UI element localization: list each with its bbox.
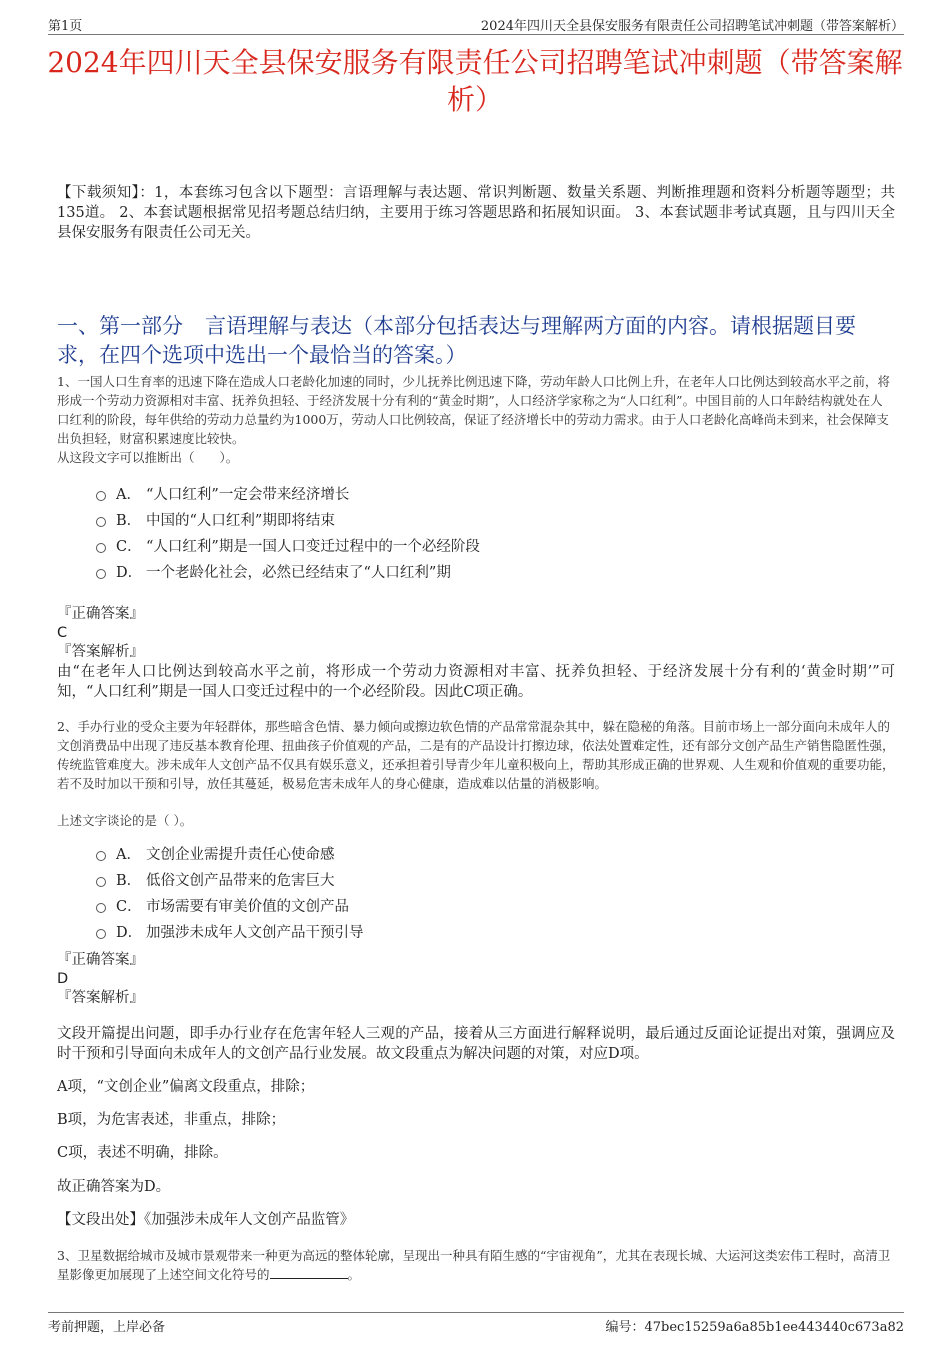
question-2-answer-block bbox=[57, 951, 895, 1008]
question-2-option-a[interactable]: A． 文创企业需提升责任心使命感 bbox=[96, 842, 895, 868]
question-2-option-b[interactable]: B． 低俗文创产品带来的危害巨大 bbox=[96, 868, 895, 894]
question-2-text: 2、手办行业的受众主要为年轻群体，那些暗含色情、暴力倾向或擦边软色情的产品常常混杂其中，躲在隐秘的角落。目前市场上一部分面向未成年人的文创消费品中出现了违反基本教育伦理、扭曲孩子价值观的产品，二是有的产品设计打擦边球，依法处置难定性，还有部分文创产品生产销售隐匿性强，传统监管难度大。涉未成年人文创产品不仅具有娱乐意义，还承担着引导青少年儿童积极向上，帮助其形成正确的世界观、人生观和价值观的重要功能，若不及时加以干预和引导，放任其蔓延，极易危害未成年人的身心健康，造成难以估量的消极影响。 bbox=[57, 719, 895, 791]
footer-serial: 编号：47bec15259a6a85b1ee443440c673a82 bbox=[605, 1320, 904, 1335]
radio-icon[interactable] bbox=[96, 569, 106, 579]
document-title: 2024年四川天全县保安服务有限责任公司招聘笔试冲刺题（带答案解析） bbox=[47, 46, 903, 116]
analysis-source: 【文段出处】《加强涉未成年人文创产品监管》 bbox=[57, 1212, 355, 1228]
question-2-stem-wrap bbox=[57, 811, 895, 830]
answer-value: D bbox=[57, 971, 69, 987]
radio-icon[interactable] bbox=[96, 877, 106, 887]
answer-value: C bbox=[57, 625, 68, 641]
section-head: 一、第一部分 bbox=[57, 314, 183, 338]
page-footer bbox=[48, 1312, 904, 1335]
analysis-line-a: A项，“文创企业”偏离文段重点，排除； bbox=[57, 1079, 315, 1095]
analysis-label: 『答案解析』 bbox=[57, 990, 144, 1006]
analysis-line-b: B项，为危害表述，非重点，排除； bbox=[57, 1112, 286, 1128]
question-1-stem: 从这段文字可以推断出（ ）。 bbox=[57, 450, 239, 465]
question-1-options bbox=[96, 482, 895, 586]
question-2-stem: 上述文字谈论的是（ ）。 bbox=[57, 813, 193, 828]
question-2-analysis bbox=[57, 1024, 895, 1064]
question-1-option-c[interactable]: C． “人口红利”期是一国人口变迁过程中的一个必经阶段 bbox=[96, 534, 895, 560]
question-3 bbox=[57, 1246, 895, 1284]
question-1-answer-block bbox=[57, 605, 895, 702]
radio-icon[interactable] bbox=[96, 517, 106, 527]
question-1 bbox=[57, 372, 895, 467]
radio-icon[interactable] bbox=[96, 903, 106, 913]
question-2 bbox=[57, 717, 895, 793]
download-notice: 【下载须知】：1，本套练习包含以下题型：言语理解与表达题、常识判断题、数量关系题、判断推理题和资料分析题等题型；共135道。 2、本套试题根据常见招考题总结归纳，主要用于练习答题思路和拓展知识面。 3、本套试题非考试真题，且与四川天全县保安服务有限责任公司无关。 bbox=[57, 185, 895, 241]
radio-icon[interactable] bbox=[96, 491, 106, 501]
question-2-option-c[interactable]: C． 市场需要有审美价值的文创产品 bbox=[96, 894, 895, 920]
page-header bbox=[48, 12, 904, 35]
question-2-options bbox=[96, 842, 895, 946]
radio-icon[interactable] bbox=[96, 543, 106, 553]
answer-label: 『正确答案』 bbox=[57, 952, 144, 968]
page-number: 第1页 bbox=[48, 19, 83, 34]
analysis-label: 『答案解析』 bbox=[57, 644, 144, 660]
footer-slogan: 考前押题，上岸必备 bbox=[48, 1320, 166, 1335]
question-3-text: 3、卫星数据给城市及城市景观带来一种更为高远的整体轮廓，呈现出一种具有陌生感的“宇宙视角”，尤其在表现长城、大运河这类宏伟工程时，高清卫星影像更加展现了上述空间文化符号的 。 bbox=[57, 1248, 891, 1282]
section-text: 言语理解与表达（本部分包括表达与理解两方面的内容。请根据题目要求，在四个选项中选出一个最恰当的答案。） bbox=[57, 314, 856, 367]
analysis-text: 文段开篇提出问题，即手办行业存在危害年轻人三观的产品，接着从三方面进行解释说明，最后通过反面论证提出对策，强调应及时干预和引导面向未成年人的文创产品行业发展。故文段重点为解决问题的对策，对应D项。 bbox=[57, 1026, 895, 1062]
question-1-option-a[interactable]: A． “人口红利”一定会带来经济增长 bbox=[96, 482, 895, 508]
analysis-text: 由“在老年人口比例达到较高水平之前，将形成一个劳动力资源相对丰富、抚养负担轻、于经济发展十分有利的‘黄金时期’”可知，“人口红利”期是一国人口变迁过程中的一个必经阶段。因此C项正确。 bbox=[57, 664, 895, 700]
header-doc-title: 2024年四川天全县保安服务有限责任公司招聘笔试冲刺题（带答案解析） bbox=[480, 19, 904, 34]
analysis-line-c: C项，表述不明确，排除。 bbox=[57, 1145, 228, 1161]
question-1-text: 1、一国人口生育率的迅速下降在造成人口老龄化加速的同时，少儿抚养比例迅速下降，劳动年龄人口比例上升，在老年人口比例达到较高水平之前，将形成一个劳动力资源相对丰富、抚养负担轻、于经济发展十分有利的“黄金时期”，人口经济学家称之为“人口红利”。中国目前的人口年龄结构就处在人口红利的阶段，每年供给的劳动力总量约为1000万，劳动人口比例较高，保证了经济增长中的劳动力需求。由于人口老龄化高峰尚未到来，社会保障支出负担轻，财富积累速度比较快。 bbox=[57, 374, 890, 446]
analysis-conclusion: 故正确答案为D。 bbox=[57, 1179, 171, 1195]
question-2-option-d[interactable]: D． 加强涉未成年人文创产品干预引导 bbox=[96, 920, 895, 946]
question-1-option-b[interactable]: B． 中国的“人口红利”期即将结束 bbox=[96, 508, 895, 534]
section-title bbox=[57, 312, 895, 370]
question-1-option-d[interactable]: D． 一个老龄化社会，必然已经结束了“人口红利”期 bbox=[96, 560, 895, 586]
answer-label: 『正确答案』 bbox=[57, 606, 144, 622]
answer-blank[interactable] bbox=[270, 1266, 348, 1279]
radio-icon[interactable] bbox=[96, 851, 106, 861]
radio-icon[interactable] bbox=[96, 929, 106, 939]
